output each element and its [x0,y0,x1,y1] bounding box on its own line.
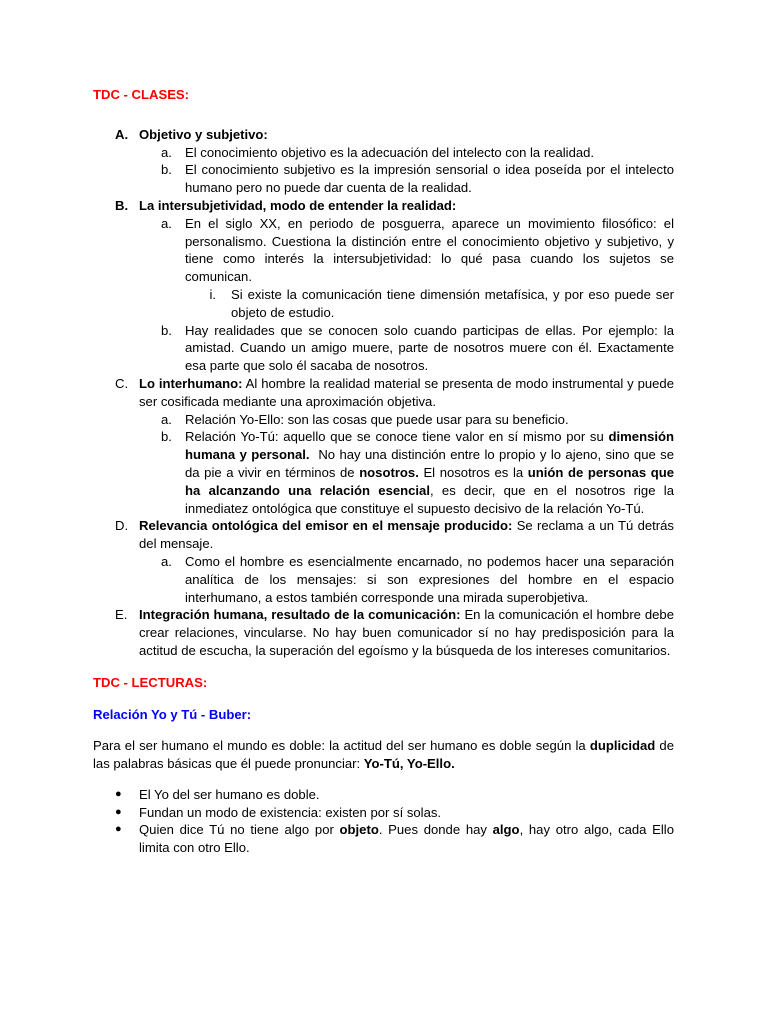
subitem-a-a [139,144,674,162]
list-marker: b. [161,162,172,178]
bullet-item [93,821,674,857]
bullet-text: Fundan un modo de existencia: existen por sí solas. [139,804,442,820]
subitem-text: Como el hombre es esencialmente encarnado, no podemos hacer una separación analítica de los mensajes: si son expresiones del hombre en el espacio interhumano, a estos también corresponde una mirada superobjetiva. [185,553,674,605]
list-marker: a. [161,411,172,427]
list-marker: E. [115,607,128,623]
text-run: Para el ser humano el mundo es doble: la actitud del ser humano es doble según la [93,738,590,754]
list-marker: A. [115,126,129,142]
document-page [93,86,678,857]
bold-run: algo [492,822,520,838]
list-marker: a. [161,144,172,160]
subitem-d-a [139,553,674,606]
subitem-c-b [139,428,678,517]
text-run: El nosotros es la [418,464,528,480]
bullet-item [93,804,674,822]
text-run: de las palabras básicas que él puede pronunciar: [93,738,674,772]
item-heading: Relevancia ontológica del emisor en el mensaje producido: [139,518,513,534]
subitem-text: El conocimiento objetivo es la adecuación del intelecto con la realidad. [185,144,595,160]
bullet-marker: ● [115,823,122,836]
text-run: . Pues donde hay [378,822,493,838]
reading-subtitle: Relación Yo y Tú - Buber: [93,706,252,722]
subitem-text: Hay realidades que se conocen solo cuando participas de ellas. Por ejemplo: la amistad. Cuando un amigo muere, parte de nosotros muere con él. Exactamente esa parte que solo él sacaba de nosotros. [185,322,674,374]
list-marker: D. [115,518,129,534]
subitem-a-b [139,161,674,197]
bullet-marker: ● [115,805,122,818]
item-heading: Objetivo y subjetivo: [139,126,268,142]
text-run: , hay otro algo, cada Ello limita con otro Ello. [139,822,674,856]
clases-list [93,126,678,660]
text-run: No hay una distinción entre lo propio y lo ajeno, sino que se da pie a vivir en términos de [185,447,678,480]
list-item-e [93,606,674,659]
list-item-d [93,517,674,606]
subitem-b-b [139,322,674,375]
reading-paragraph [93,737,674,773]
section-title-lecturas: TDC - LECTURAS: [93,674,208,690]
bullet-marker: ● [115,787,122,800]
subitem-b-a-i [185,286,674,322]
list-marker: b. [161,429,172,445]
bold-run: objeto [339,822,379,838]
bold-run: nosotros. [359,464,419,480]
item-text: En la comunicación el hombre debe crear relaciones, vincularse. No hay buen comunicador sí no hay predisposición para la actitud de escucha, la superación del egoísmo y la búsqueda de los intereses comunitarios. [139,607,675,658]
subitem-c-a [139,411,674,429]
item-heading: Integración humana, resultado de la comunicación: [139,607,461,623]
list-item-a [93,126,674,197]
list-marker: a. [161,215,172,231]
list-marker: a. [161,553,172,569]
item-heading: La intersubjetividad, modo de entender la realidad: [139,197,457,213]
list-marker: i. [209,286,216,302]
text-run: , es decir, que en el nosotros rige la inmediatez ontológica que constituye el supuesto decisivo de la relación Yo-Tú. [185,482,674,516]
subitem-text: Si existe la comunicación tiene dimensión metafísica, y por eso puede ser objeto de estudio. [231,286,674,320]
bold-run: duplicidad [589,738,656,754]
list-marker: C. [115,375,129,391]
text-run: Relación Yo-Tú: aquello que se conoce tiene valor en sí mismo por su [185,429,609,445]
list-marker: B. [115,197,129,213]
item-heading: Lo interhumano: [139,375,243,391]
bullet-item [93,786,674,804]
bold-run: dimensión humana y personal. [185,429,674,463]
list-item-b [93,197,674,375]
list-item-c [93,375,678,517]
subitem-text: El conocimiento subjetivo es la impresión sensorial o idea poseída por el intelecto humano pero no puede dar cuenta de la realidad. [185,162,674,196]
bold-run: Yo-Tú, Yo-Ello. [363,756,455,772]
bold-run: unión de personas que ha alcanzando una relación esencial [185,464,674,498]
list-marker: b. [161,322,172,338]
text-run: Quien dice Tú no tiene algo por [139,822,340,838]
item-text: Al hombre la realidad material se presenta de modo instrumental y puede ser cosificada mediante una aproximación objetiva. [139,375,674,409]
section-title-clases: TDC - CLASES: [93,87,190,102]
bullet-text: El Yo del ser humano es doble. [139,786,320,802]
subitem-text: En el siglo XX, en periodo de posguerra, aparece un movimiento filosófico: el personalismo. Cuestiona la distinción entre el conocimiento objetivo y subjetivo, y tiene como interés la intersubjetividad: lo qué pasa cuando los sujetos se comunican. [185,215,674,285]
bullet-text [139,821,674,857]
subitem-b-a [139,215,674,322]
bullet-list [93,786,674,857]
item-text: Se reclama a un Tú detrás del mensaje. [139,518,674,552]
subitem-text [185,428,678,517]
subitem-text: Relación Yo-Ello: son las cosas que puede usar para su beneficio. [185,411,569,427]
